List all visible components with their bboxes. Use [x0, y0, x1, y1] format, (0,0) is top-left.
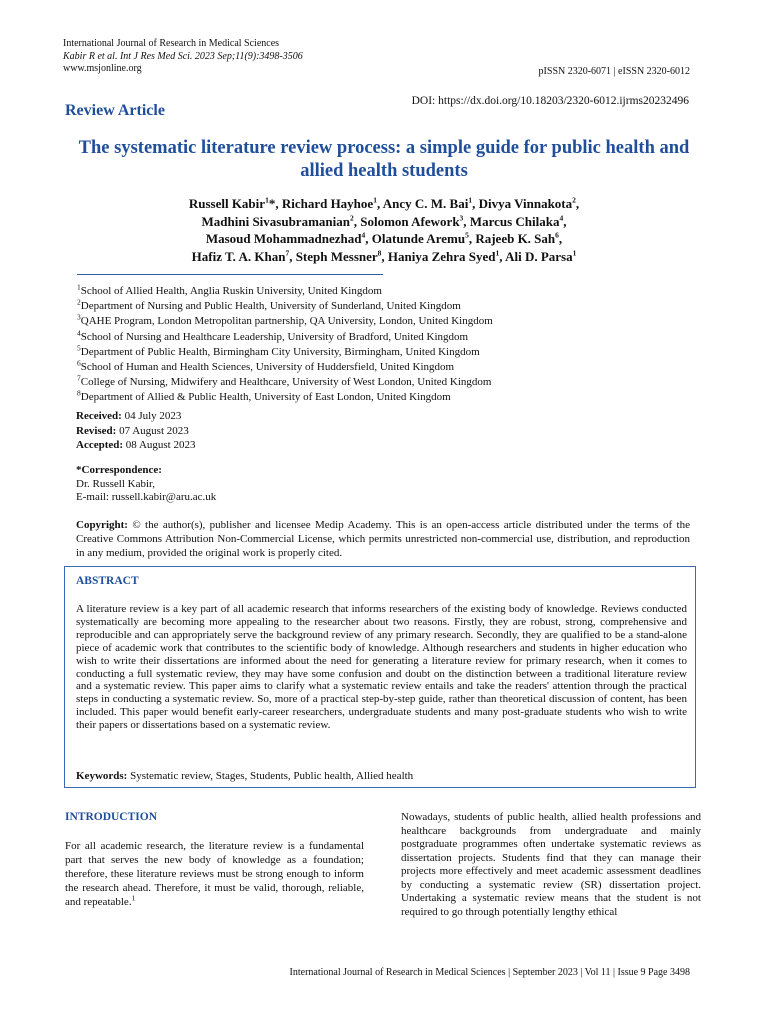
keywords-label: Keywords: [76, 770, 128, 782]
affiliation-item [77, 327, 493, 345]
affiliation-number: 5 [77, 343, 81, 353]
affiliation-item [77, 284, 493, 299]
author-separator: , [353, 213, 361, 229]
affiliation-number: 8 [77, 388, 81, 398]
author-line [100, 195, 668, 213]
affiliation-item [77, 345, 493, 360]
affiliation-text: Department of Nursing and Public Health, University of Sunderland, United Kingdom [80, 300, 461, 313]
revised-date: Revised: 07 August 2023 [76, 424, 189, 437]
affiliation-number: 1 [77, 282, 81, 292]
author-affiliation-number: 2 [349, 213, 354, 223]
affiliation-item [77, 360, 493, 375]
author-separator: , [472, 196, 479, 211]
introduction-right-column: Nowadays, students of public health, allied health professions and healthcare backgrounds from undergraduate and mainly postgraduate programmes often undertake systematic reviews as dissertation projects. Students find that they can manage their projects more effectively and meet academic assessment deadlines by conducting a systematic review (SR) dissertation project. Undertaking a systematic review means that the student is not required to go through potentially lengthy ethical [401, 811, 701, 918]
journal-header [63, 38, 303, 76]
author-affiliation-number: 7 [285, 248, 290, 258]
correspondence-email[interactable]: E-mail: russell.kabir@aru.ac.uk [76, 491, 217, 503]
author-affiliation-number: 4 [559, 213, 564, 223]
doi-link[interactable]: DOI: https://dx.doi.org/10.18203/2320-6012.ijrms20232496 [411, 95, 689, 107]
introduction-heading: INTRODUCTION [65, 811, 158, 823]
article-dates [76, 409, 195, 453]
abstract-heading: ABSTRACT [76, 575, 139, 587]
affiliation-item [77, 299, 493, 314]
received-date: Received: 04 July 2023 [76, 410, 182, 422]
author-separator: , [563, 213, 567, 229]
affiliation-text: School of Nursing and Healthcare Leadership, University of Bradford, United Kingdom [80, 330, 469, 343]
affiliation-text: Department of Allied & Public Health, University of East London, United Kingdom [80, 391, 451, 404]
author-name: Olatunde Aremu [371, 231, 466, 246]
correspondence-label: *Correspondence: [76, 464, 162, 476]
author-separator: , [289, 248, 296, 264]
affiliation-text: QAHE Program, London Metropolitan partnership, QA University, London, United Kingdom [80, 315, 493, 328]
keywords [76, 770, 413, 782]
copyright-label: Copyright: [76, 519, 128, 531]
author-separator: , [376, 196, 383, 211]
copyright-text: © the author(s), publisher and licensee Medip Academy. This is an open-access article distributed under the terms of the Creative Commons Attribution Non-Commercial License, which permits unrestricted non-commercial use, distribution, and reproduction in any medium, provided the original work is properly cited. [76, 519, 690, 559]
author-affiliation-number: 1 [265, 195, 269, 205]
author-line [100, 213, 668, 231]
author-name: Marcus Chilaka [469, 213, 560, 229]
author-affiliation-number: 6 [555, 230, 559, 240]
author-affiliation-number: 5 [465, 230, 469, 240]
author-separator: , [558, 231, 563, 246]
affiliation-number: 2 [77, 297, 81, 307]
author-name: Haniya Zehra Syed [387, 248, 496, 264]
author-name: Ancy C. M. Bai [382, 196, 469, 211]
page-footer: International Journal of Research in Medical Sciences | September 2023 | Vol 11 | Issue 9 Page 3498 [289, 967, 690, 978]
journal-name: International Journal of Research in Medical Sciences [63, 38, 280, 49]
affiliation-number: 6 [77, 358, 81, 368]
author-affiliation-number: 2 [572, 195, 576, 205]
journal-citation: Kabir R et al. Int J Res Med Sci. 2023 Sep;11(9):3498-3506 [63, 50, 303, 62]
journal-website[interactable]: www.msjonline.org [63, 63, 142, 74]
author-name: Russell Kabir [188, 196, 266, 211]
affiliation-list [77, 284, 493, 406]
author-line [100, 230, 668, 248]
author-separator: , [468, 231, 476, 246]
author-affiliation-number: 1 [495, 248, 500, 258]
affiliation-number: 3 [77, 312, 81, 322]
paper-title: The systematic literature review process: a simple guide for public health and allied health students [78, 138, 690, 181]
author-affiliation-number: 1 [572, 248, 577, 258]
divider [77, 274, 383, 275]
correspondence [76, 464, 216, 505]
correspondence-name: Dr. Russell Kabir, [76, 477, 155, 490]
affiliation-item [77, 390, 493, 405]
affiliation-text: School of Human and Health Sciences, University of Huddersfield, United Kingdom [80, 361, 455, 374]
affiliation-text: College of Nursing, Midwifery and Healthcare, University of West London, United Kingdom [80, 376, 492, 389]
keywords-text: Systematic review, Stages, Students, Public health, Allied health [127, 770, 414, 782]
affiliation-number: 4 [77, 327, 81, 337]
author-name: Ali D. Parsa [505, 248, 573, 264]
author-name: Steph Messner [295, 248, 378, 264]
author-separator: *, [268, 196, 282, 211]
author-name: Richard Hayhoe [281, 196, 374, 211]
author-separator: , [463, 213, 470, 229]
author-name: Rajeeb K. Sah [475, 231, 556, 246]
article-type: Review Article [65, 102, 165, 119]
author-name: Madhini Sivasubramanian [201, 213, 350, 229]
author-affiliation-number: 4 [361, 230, 366, 240]
author-separator: , [575, 196, 580, 211]
affiliation-text: Department of Public Health, Birmingham City University, Birmingham, United Kingdom [80, 345, 480, 358]
issn: pISSN 2320-6071 | eISSN 2320-6012 [538, 66, 690, 77]
affiliation-number: 7 [77, 373, 81, 383]
author-name: Solomon Afework [360, 213, 460, 229]
author-separator: , [381, 248, 388, 264]
abstract-text: A literature review is a key part of all academic research that informs researchers of the existing body of knowledge. Reviews conducted systematically are becoming more appealing to the researcher about two reasons. Firstly, they are robust, strong, comprehensive and reproducible and can appropriately serve the background review of any primary research. Secondly, they are qualified to be a stand-alone piece of academic work that contributes to the scientific body of knowledge. Although researchers and students in higher education who wish to write their dissertations are informed about the need for generating a literature review for primary research, when it comes to conducting a full systematic review, they may have some confusion and doubt on the distinction between a traditional literature review and a systematic review. This paper aims to clarify what a systematic review entails and take the readers' attention through the practical steps in conducting a systematic review. So, more of a practical step-by-step guide, rather than theoretical discussion of content, has been included. This paper would benefit early-career researchers, undergraduate students and many post-graduate students who wish to write their papers or dissertations based on a systematic review. [76, 603, 687, 732]
author-list [100, 195, 668, 265]
author-affiliation-number: 3 [459, 213, 464, 223]
author-affiliation-number: 1 [373, 195, 377, 205]
introduction-paragraph: For all academic research, the literature review is a fundamental part that serves the new body of knowledge as a foundation; therefore, these literature reviews must be strong enough to inform the research ahead. Therefore, it must be valid, thorough, reliable, and repeatable. [65, 840, 364, 908]
author-affiliation-number: 1 [468, 195, 473, 205]
author-name: Hafiz T. A. Khan [191, 248, 286, 264]
affiliation-item [77, 314, 493, 329]
author-separator: , [365, 231, 372, 246]
affiliation-item [77, 375, 493, 390]
author-name: Divya Vinnakota [478, 196, 573, 211]
author-separator: , [499, 248, 506, 264]
affiliation-text: School of Allied Health, Anglia Ruskin University, United Kingdom [80, 285, 382, 297]
citation-ref[interactable]: 1 [131, 893, 136, 903]
accepted-date: Accepted: 08 August 2023 [76, 439, 196, 451]
introduction-left-column [65, 839, 364, 909]
author-name: Masoud Mohammadnezhad [205, 231, 362, 246]
copyright-notice [76, 518, 690, 560]
author-line [100, 248, 668, 266]
author-affiliation-number: 8 [377, 248, 382, 258]
